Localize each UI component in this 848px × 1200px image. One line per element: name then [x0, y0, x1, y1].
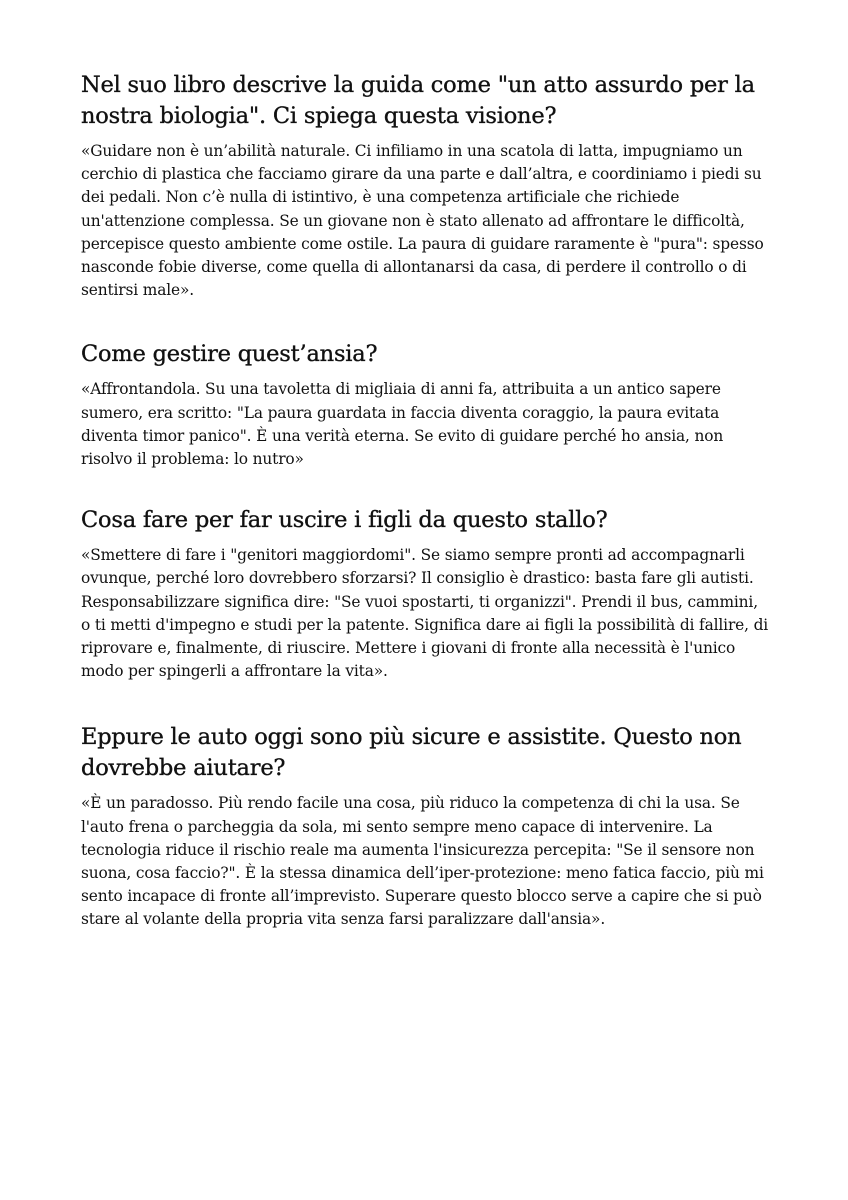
answer-paragraph: «Guidare non è un’abilità naturale. Ci infiliamo in una scatola di latta, impugniamo un cerchio di plastica che facciamo girare da una parte e dall’altra, e coordiniamo i piedi su dei pedali. Non c’è nulla di istintivo, è una competenza artificiale che richiede un'attenzione complessa. Se un giovane non è stato allenato ad affrontare le difficoltà, percepisce questo ambiente come ostile. La paura di guidare raramente è "pura": spesso nasconde fobie diverse, come quella di allontanarsi da casa, di perdere il controllo o di sentirsi male». — [81, 142, 764, 300]
answer-paragraph: «Smettere di fare i "genitori maggiordomi". Se siamo sempre pronti ad accompagnarli ovunque, perché loro dovrebbero sforzarsi? Il consiglio è drastico: basta fare gli autisti. Responsabilizzare significa dire: "Se vuoi spostarti, ti organizzi". Prendi il bus, cammini, o ti metti d'impegno e studi per la patente. Significa dare ai figli la possibilità di fallire, di riprovare e, finalmente, di riuscire. Mettere i giovani di fronte alla necessità è l'unico modo per spingerli a affrontare la vita». — [81, 546, 769, 681]
question-heading: Come gestire quest’ansia? — [81, 341, 378, 368]
question-heading: Nel suo libro descrive la guida come "un atto assurdo per la nostra biologia". Ci spiega questa visione? — [81, 72, 755, 129]
qa-section-driving-biology — [81, 70, 771, 302]
qa-section-safer-cars — [81, 722, 771, 931]
interview-page — [81, 70, 771, 932]
qa-section-children-stalemate — [81, 505, 771, 683]
answer-paragraph: «È un paradosso. Più rendo facile una cosa, più riduco la competenza di chi la usa. Se l'auto frena o parcheggia da sola, mi sento sempre meno capace di intervenire. La tecnologia riduce il rischio reale ma aumenta l'insicurezza percepita: "Se il sensore non suona, cosa faccio?". È la stessa dinamica dell’iper-protezione: meno fatica faccio, più mi sento incapace di fronte all’imprevisto. Superare questo blocco serve a capire che si può stare al volante della propria vita senza farsi paralizzare dall'ansia». — [81, 794, 764, 929]
qa-section-managing-anxiety — [81, 339, 771, 471]
question-heading: Eppure le auto oggi sono più sicure e assistite. Questo non dovrebbe aiutare? — [81, 724, 742, 782]
question-heading: Cosa fare per far uscire i figli da questo stallo? — [81, 507, 608, 534]
answer-paragraph: «Affrontandola. Su una tavoletta di migliaia di anni fa, attribuita a un antico sapere sumero, era scritto: "La paura guardata in faccia diventa coraggio, la paura evitata diventa timor panico". È una verità eterna. Se evito di guidare perché ho ansia, non risolvo il problema: lo nutro» — [81, 380, 724, 469]
